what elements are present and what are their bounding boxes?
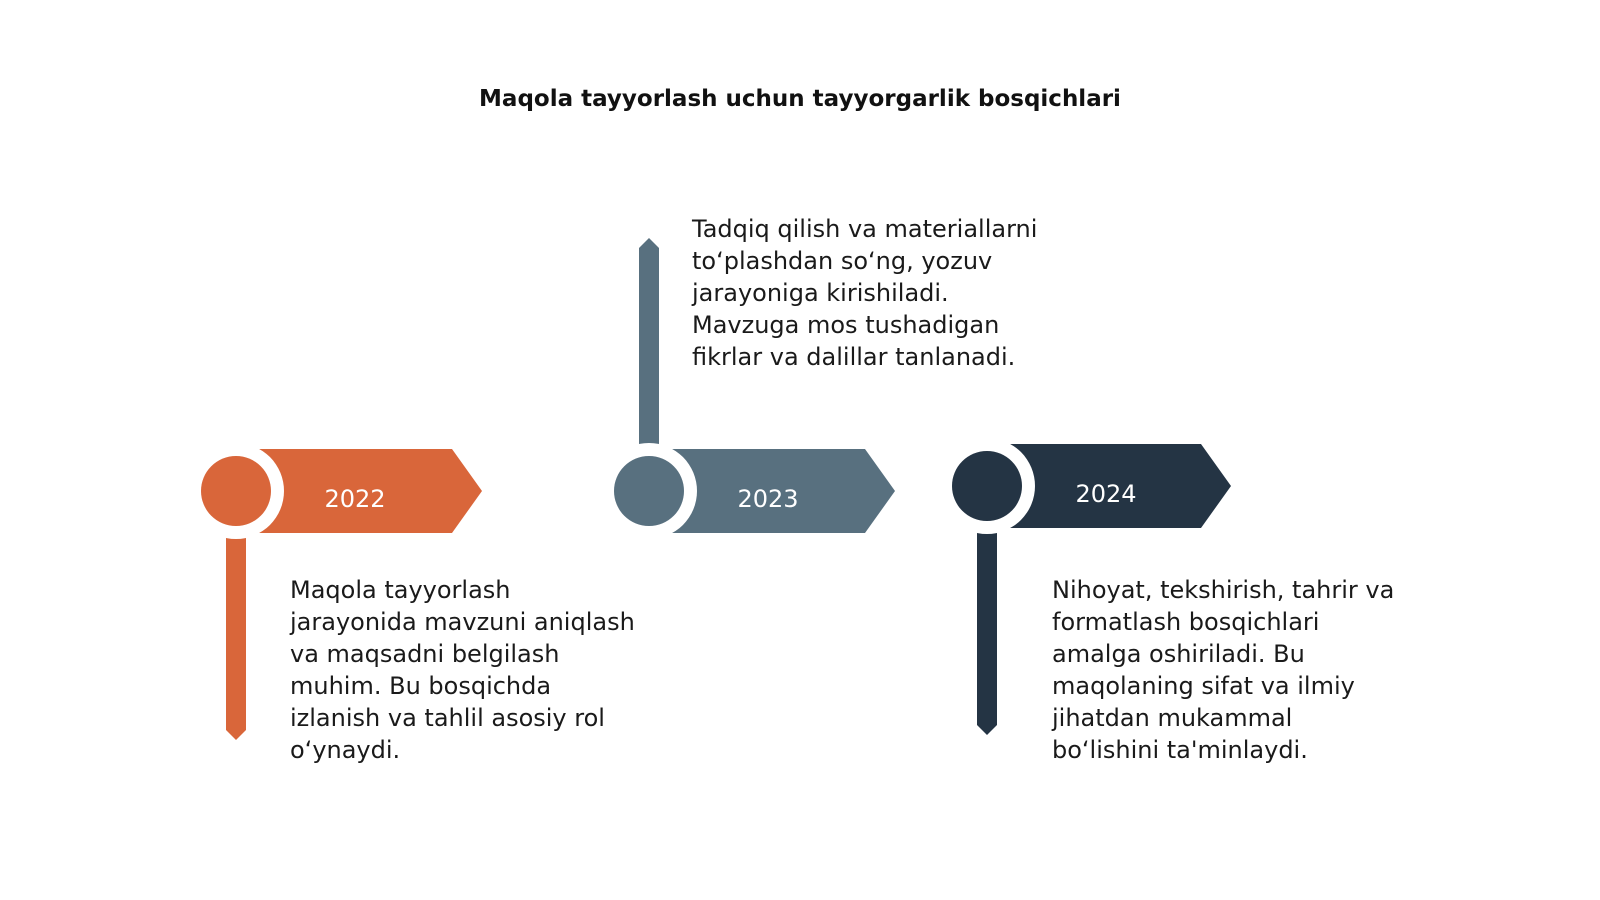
stage-2024-dot [952,451,1022,521]
stage-2023-dot [614,456,684,526]
stage-2024-connector-tip [977,725,997,735]
page-title: Maqola tayyorlash uchun tayyorgarlik bosqichlari [479,86,1121,112]
stage-2023-connector [639,248,659,448]
stage-2024-year: 2024 [1075,480,1137,508]
stage-2024-description: Nihoyat, tekshirish, tahrir va formatlash bosqichlari amalga oshiriladi. Bu maqolaning sifat va ilmiy jihatdan mukammal bo‘lishini ta'minlaydi. [1052,576,1395,764]
stage-2022-description: Maqola tayyorlash jarayonida mavzuni aniqlash va maqsadni belgilash muhim. Bu bosqichda izlanish va tahlil asosiy rol o‘ynaydi. [290,576,635,764]
stage-2023-description: Tadqiq qilish va materiallarni to‘plashdan so‘ng, yozuv jarayoniga kirishiladi. Mavzuga mos tushadigan fikrlar va dalillar tanlanadi. [692,215,1038,371]
stage-2022-dot [201,456,271,526]
stage-2022-connector [226,520,246,730]
stage-2024-connector [977,515,997,725]
stage-2022-connector-tip [226,730,246,740]
stage-2023-connector-tip [639,238,659,248]
stage-2022-year: 2022 [324,485,386,513]
stage-2023-year: 2023 [737,485,799,513]
